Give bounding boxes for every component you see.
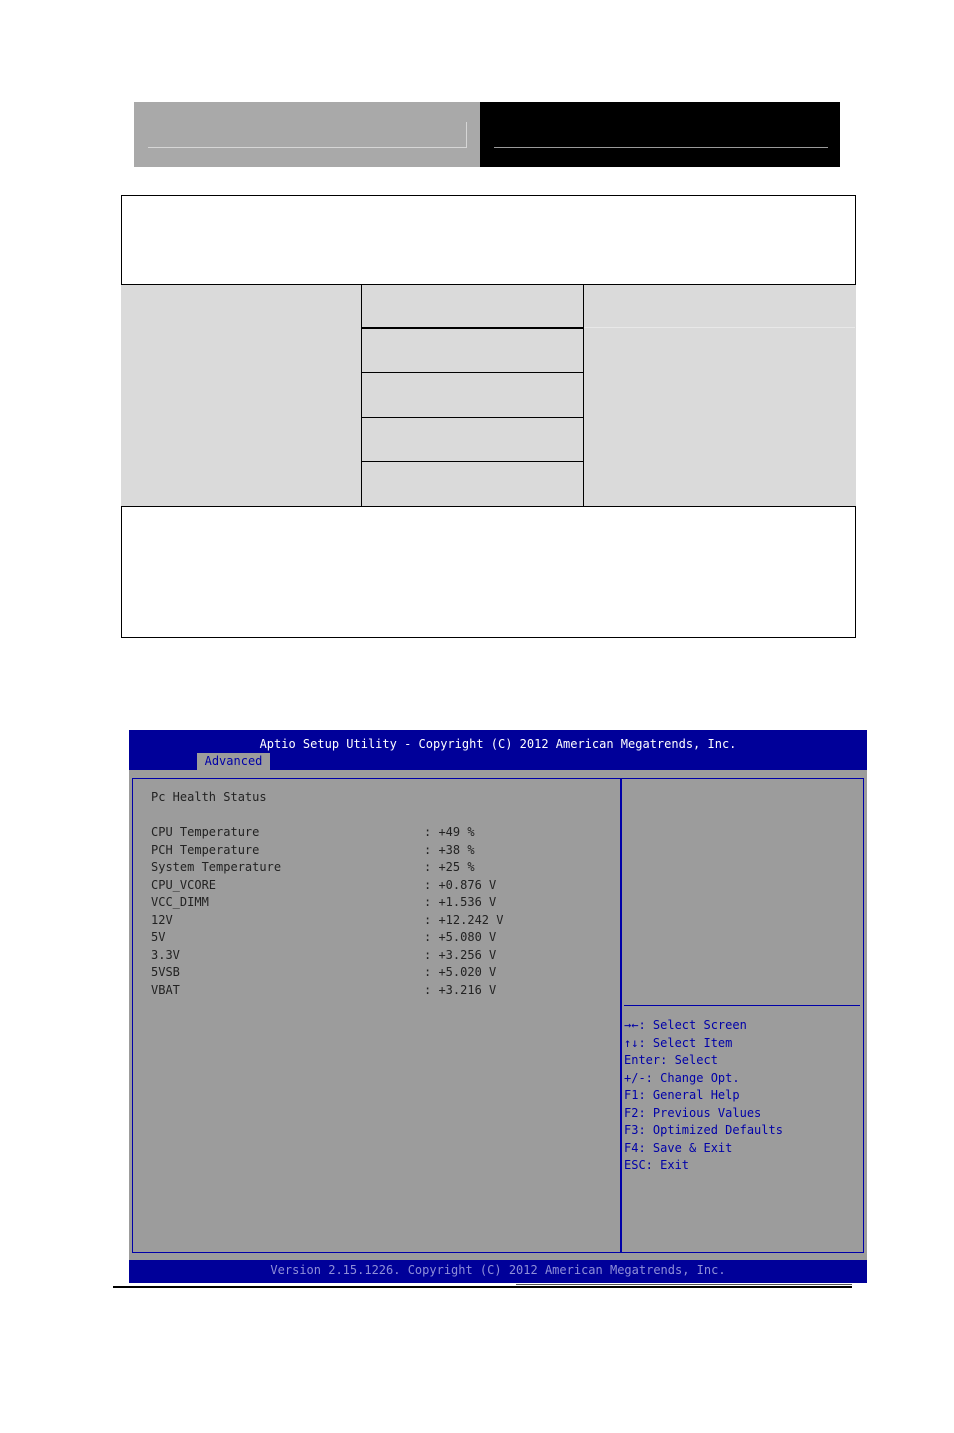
- table-cell-divider: [584, 327, 855, 328]
- reading-label: 3.3V: [151, 947, 180, 962]
- help-key-enter: Enter: Select: [624, 1053, 718, 1067]
- header-right-rule: [494, 147, 828, 148]
- help-key-select-screen: →←: Select Screen: [624, 1018, 747, 1032]
- reading-label: VCC_DIMM: [151, 895, 209, 909]
- bios-title: Aptio Setup Utility - Copyright (C) 2012 American Megatrends, Inc.: [259, 737, 737, 751]
- reading-label: 12V: [151, 912, 173, 927]
- reading-value: : +0.876 V: [424, 877, 497, 892]
- reading-value: : +49 %: [424, 825, 475, 839]
- help-key-previous-values: F2: Previous Values: [624, 1105, 762, 1120]
- table-cell-divider: [361, 372, 584, 373]
- reading-label: PCH Temperature: [151, 842, 260, 857]
- table-column-divider: [361, 284, 362, 507]
- reading-value: : +25 %: [424, 860, 475, 874]
- help-key-save-exit: F4: Save & Exit: [624, 1140, 733, 1155]
- reading-value: : +5.020 V: [424, 965, 497, 979]
- help-key-optimized-defaults: F3: Optimized Defaults: [624, 1123, 783, 1137]
- help-pane: [620, 778, 864, 1253]
- reading-label: 5V: [151, 930, 166, 944]
- reading-label: CPU_VCORE: [151, 877, 217, 892]
- table-cell-divider: [361, 417, 584, 418]
- bios-footer-version: Version 2.15.1226. Copyright (C) 2012 American Megatrends, Inc.: [270, 1263, 726, 1277]
- table-cell-divider: [361, 327, 584, 329]
- reading-label: System Temperature: [151, 860, 282, 874]
- help-key-general-help: F1: General Help: [624, 1088, 740, 1102]
- table-cell-divider: [361, 461, 584, 462]
- header-banner-left: [134, 102, 480, 167]
- header-banner-right: [480, 102, 840, 167]
- reading-value: : +1.536 V: [424, 895, 497, 909]
- reading-label: 5VSB: [151, 965, 180, 979]
- reading-label: CPU Temperature: [151, 825, 260, 839]
- help-divider: [624, 1005, 860, 1006]
- page-footer-rule: [516, 1284, 852, 1285]
- header-left-rule: [148, 147, 466, 148]
- help-key-exit: ESC: Exit: [624, 1158, 690, 1172]
- description-table-options-row: [121, 284, 856, 507]
- help-key-change-opt: +/-: Change Opt.: [624, 1070, 740, 1085]
- page-footer-rule: [113, 1286, 852, 1288]
- help-key-select-item: ↑↓: Select Item: [624, 1035, 733, 1050]
- reading-value: : +5.080 V: [424, 930, 497, 944]
- section-title: Pc Health Status: [151, 790, 267, 804]
- table-column-divider: [583, 284, 584, 507]
- reading-value: : +12.242 V: [424, 912, 504, 927]
- tab-advanced[interactable]: Advanced: [197, 753, 270, 770]
- reading-value: : +38 %: [424, 842, 475, 857]
- reading-value: : +3.216 V: [424, 982, 497, 997]
- reading-value: : +3.256 V: [424, 947, 497, 962]
- header-left-tick: [466, 122, 467, 148]
- reading-label: VBAT: [151, 982, 180, 997]
